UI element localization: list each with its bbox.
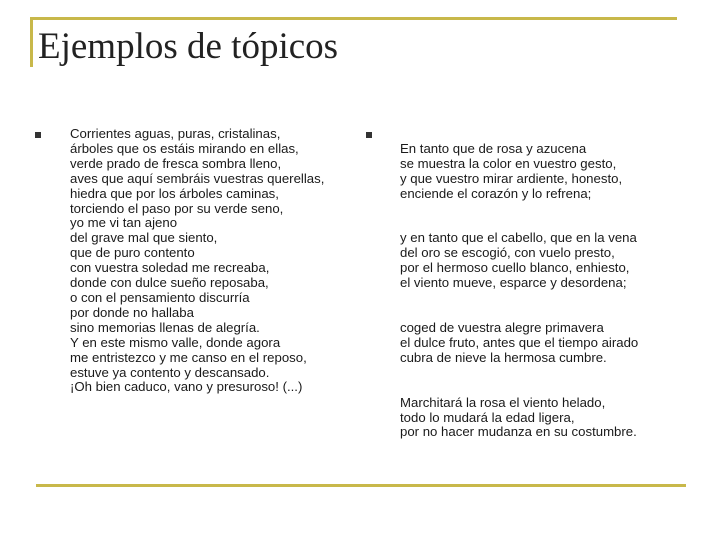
stanza-3: coged de vuestra alegre primavera el dulce fruto, antes que el tiempo airado cubra de nieve la hermosa cumbre. <box>400 319 639 365</box>
left-border-line <box>30 17 33 67</box>
top-border-line <box>30 17 677 20</box>
stanza-4: Marchitará la rosa el viento helado, todo lo mudará la edad ligera, por no hacer mudanza en su costumbre. <box>400 394 637 440</box>
stanza-1: En tanto que de rosa y azucena se muestra la color en vuestro gesto, y que vuestro mirar ardiente, honesto, enciende el corazón y lo refrena; <box>400 140 623 201</box>
bullet-icon-right <box>366 132 372 138</box>
slide-title: Ejemplos de tópicos <box>38 26 339 67</box>
bullet-icon-left <box>35 132 41 138</box>
bottom-border-line <box>36 484 686 487</box>
stanza-2: y en tanto que el cabello, que en la vena del oro se escogió, con vuelo presto, por el hermoso cuello blanco, enhiesto, el viento mueve, esparce y desordena; <box>400 230 637 291</box>
poem-left: Corrientes aguas, puras, cristalinas, árboles que os estáis mirando en ellas, verde prado de fresca sombra lleno, aves que aquí sembráis vuestras querellas, hiedra que por los árboles caminas, torciendo el paso por su verde seno, yo me vi tan ajeno del grave mal que siento, que de puro contento con vuestra soledad me recreaba, donde con dulce sueño reposaba, o con el pensamiento discurría por donde no hallaba sino memorias llenas de alegría. Y en este mismo valle, donde agora me entristezco y me canso en el reposo, estuve ya contento y descansado. ¡Oh bien caduco, vano y presuroso! (...) <box>70 126 325 395</box>
poem-right <box>400 127 700 470</box>
